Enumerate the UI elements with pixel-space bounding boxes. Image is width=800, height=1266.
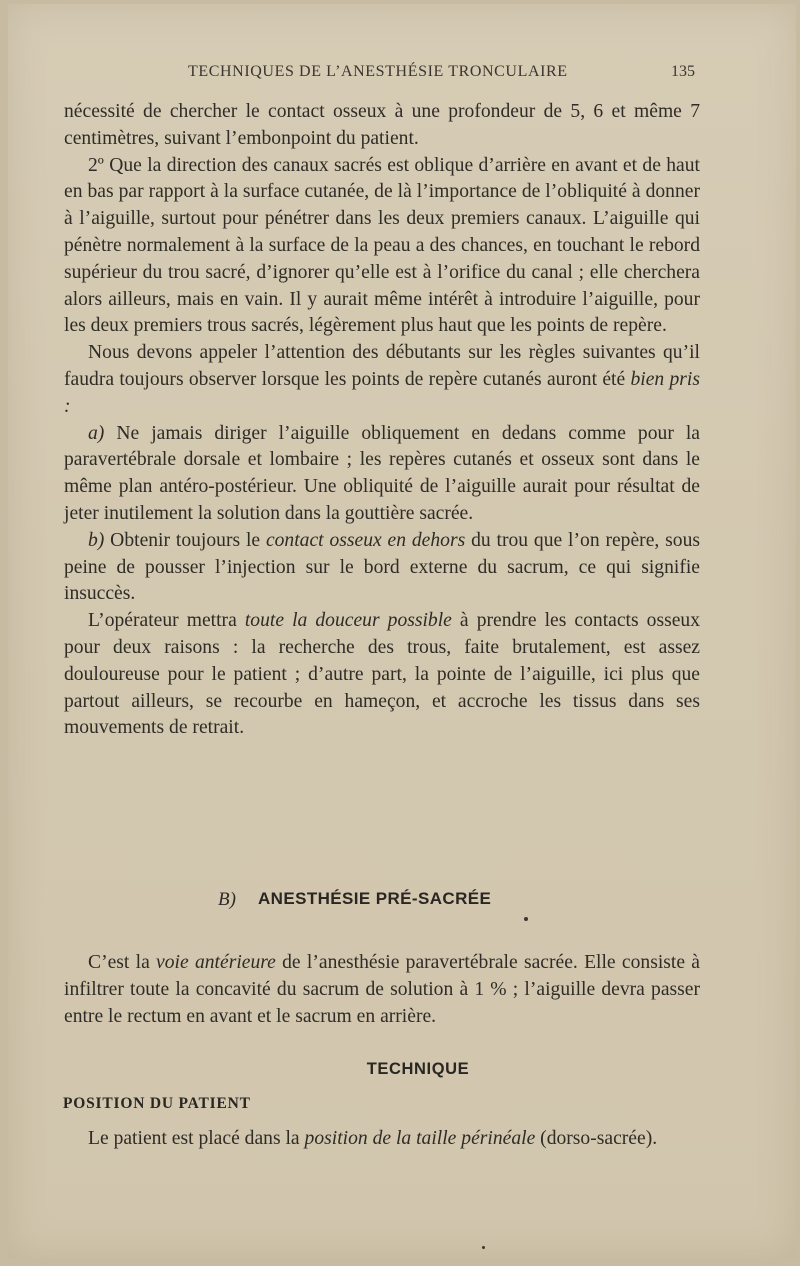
page-speck [482, 1246, 485, 1249]
rule-b [64, 528, 700, 608]
rules-intro-emphasis: bien pris : [64, 368, 700, 417]
paragraph-continued: nécessité de chercher le contact osseux à une profondeur de 5, 6 et même 7 centimètres, suivant l’embonpoint du patient. [64, 101, 700, 149]
ornament-dot [524, 917, 528, 921]
running-title: TECHNIQUES DE L’ANESTHÉSIE TRONCULAIRE [188, 63, 568, 80]
presacral-text-start: C’est la [88, 952, 157, 973]
technique-heading: TECHNIQUE [366, 1060, 470, 1078]
patient-emphasis: position de la taille périnéale [304, 1128, 536, 1149]
operator-text-end: à prendre les contacts osseux pour deux raisons : la recherche des trous, faite brutalement, est assez douloureuse pour le patient ; d’autre part, la pointe de l’aiguille, ici plus que partout ailleurs, se recourbe en hameçon, et accroche les tissus dans ses mouvements de retrait. [64, 610, 701, 739]
position-heading: POSITION DU PATIENT [63, 1095, 251, 1112]
section-letter: B) [218, 889, 236, 910]
rule-a [64, 421, 700, 528]
body-text-top [64, 99, 700, 742]
presacral-text-end: de l’anesthésie paravertébrale sacrée. Elle consiste à infiltrer toute la concavité du sacrum de solution à 1 % ; l’aiguille devra passer entre le rectum en avant et le sacrum en arrière. [64, 952, 700, 1027]
section-title: ANESTHÉSIE PRÉ-SACRÉE [258, 889, 492, 908]
paragraph-presacral [64, 950, 700, 1030]
rule-b-label: b) [88, 529, 105, 551]
patient-text-end: (dorso-sacrée). [535, 1128, 658, 1149]
patient-text-start: Le patient est placé dans la [88, 1128, 305, 1149]
rule-b-text-2: du trou que l’on repère, sous peine de pousser l’injection sur le bord externe du sacrum, ce qui signifie insuccès. [64, 529, 700, 605]
rule-a-label: a) [88, 422, 105, 444]
presacral-emphasis: voie antérieure [156, 952, 276, 973]
paragraph-point-2: 2º Que la direction des canaux sacrés est oblique d’arrière en avant et de haut en bas par rapport à la surface cutanée, de là l’importance de l’obliquité à donner à l’aiguille, surtout pour pénétrer dans les deux premiers canaux. L’aiguille qui pénètre normalement à la surface de la peau a des chances, en touchant le rebord supérieur du trou sacré, d’ignorer qu’elle est à l’orifice du canal ; elle cherchera alors ailleurs, mais en vain. Il y aurait même intérêt à introduire l’aiguille, pour les deux premiers trous sacrés, légèrement plus haut que les points de repère. [64, 154, 700, 337]
operator-emphasis: toute la douceur possible [244, 610, 452, 632]
operator-text-start: L’opérateur mettra [88, 610, 245, 632]
paragraph-patient-position [64, 1126, 700, 1153]
rules-intro-text: Nous devons appeler l’attention des débutants sur les règles suivantes qu’il faudra toujours observer lorsque les points de repère cutanés auront été [64, 342, 700, 390]
body-text-middle [64, 950, 700, 1030]
paragraph-rules-intro [64, 340, 700, 420]
body-text-bottom [64, 1126, 700, 1153]
running-head [0, 63, 800, 87]
rule-b-text-1: Obtenir toujours le [104, 529, 266, 551]
rule-b-emphasis: contact osseux en dehors [265, 529, 466, 551]
paragraph-operator [64, 608, 700, 742]
section-heading [0, 887, 800, 915]
rule-a-text: Ne jamais diriger l’aiguille obliquement en dedans comme pour la paravertébrale dorsale et lombaire ; les repères cutanés et osseux sont dans le même plan antéro-postérieur. Une obliquité de l’aiguille aurait pour résultat de jeter inutilement la solution dans la gouttière sacrée. [64, 422, 700, 524]
page-number: 135 [671, 63, 695, 80]
